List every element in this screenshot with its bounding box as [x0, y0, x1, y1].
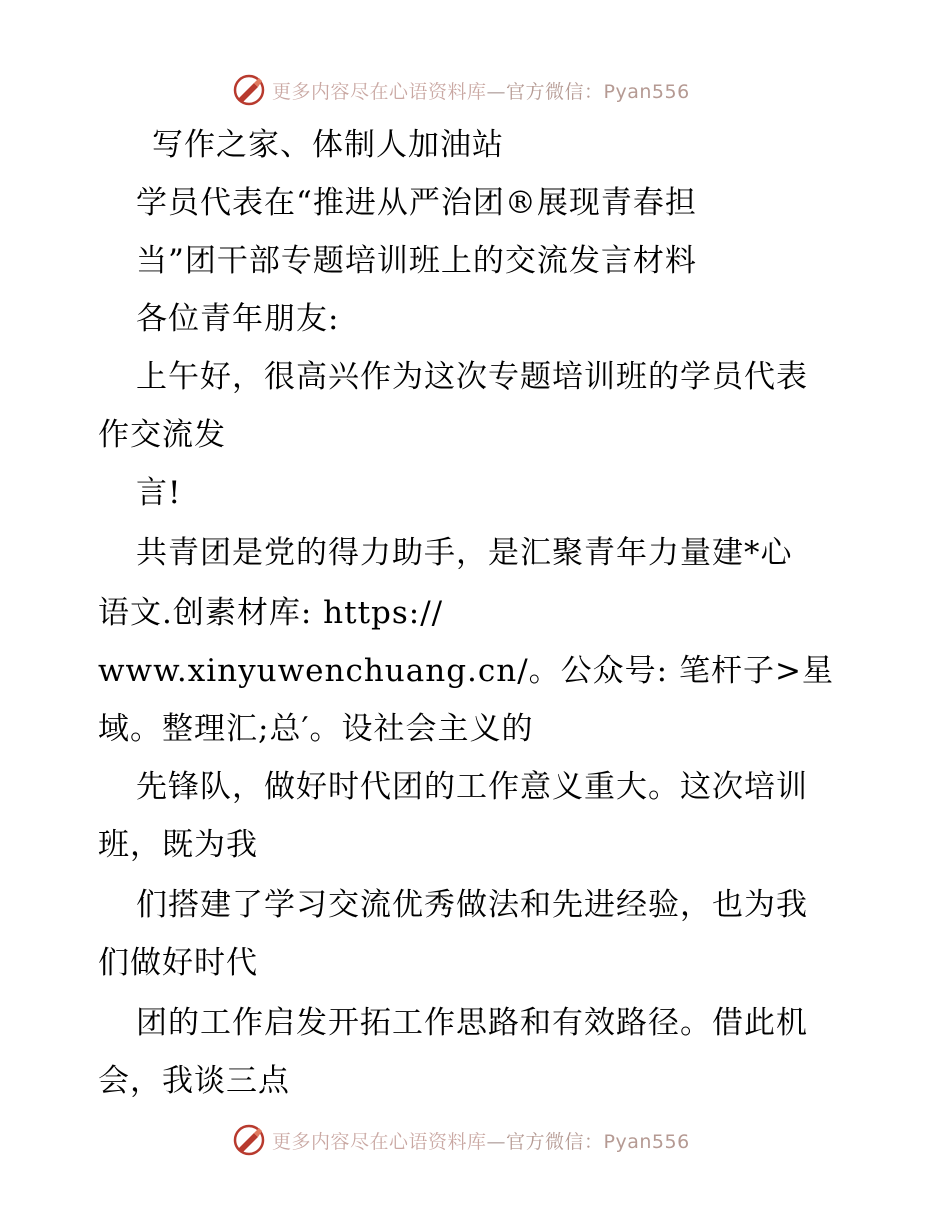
doc-line: 团的工作启发开拓工作思路和有效路径。借此机: [136, 1005, 808, 1041]
banner-wechat-id: Pyan556: [603, 1130, 690, 1153]
header-watermark-banner: [232, 72, 712, 108]
doc-line: 共青团是党的得力助手，是汇聚青年力量建*心: [136, 535, 793, 571]
doc-line: 先锋队，做好时代团的工作意义重大。这次培训: [136, 769, 808, 805]
banner-wechat-label: 官方微信：: [506, 80, 604, 103]
doc-line: 作交流发: [98, 417, 226, 453]
doc-line: 上午好，很高兴作为这次专题培训班的学员代表: [136, 359, 808, 395]
brand-logo-icon: [232, 73, 266, 107]
banner-title: 更多内容尽在心语资料库: [272, 1130, 487, 1153]
doc-line: 各位青年朋友:: [136, 301, 340, 337]
doc-line: 们搭建了学习交流优秀做法和先进经验，也为我: [136, 887, 808, 923]
doc-line: 会，我谈三点: [98, 1063, 290, 1099]
doc-line: 言!: [136, 475, 182, 511]
doc-line: 班，既为我: [98, 827, 258, 863]
banner-title: 更多内容尽在心语资料库: [272, 80, 487, 103]
brand-logo-icon: [232, 1123, 266, 1157]
banner-separator: —: [486, 1130, 507, 1153]
banner-wechat-id: Pyan556: [603, 80, 690, 103]
doc-line: 们做好时代: [98, 945, 258, 981]
footer-watermark-banner: [232, 1122, 712, 1158]
doc-line: 写作之家、体制人加油站: [152, 127, 504, 163]
doc-line: 域。整理汇;总′。设社会主义的: [98, 711, 534, 747]
doc-line: 学员代表在“推进从严治团®展现青春担: [136, 185, 697, 221]
banner-wechat-label: 官方微信：: [506, 1130, 604, 1153]
banner-separator: —: [486, 80, 507, 103]
doc-line: www.xinyuwenchuang.cn/。公众号: 笔杆子>星: [98, 653, 834, 689]
doc-line: 当”团干部专题培训班上的交流发言材料: [136, 243, 697, 279]
doc-line: 语文.创素材库: https://: [98, 595, 444, 631]
